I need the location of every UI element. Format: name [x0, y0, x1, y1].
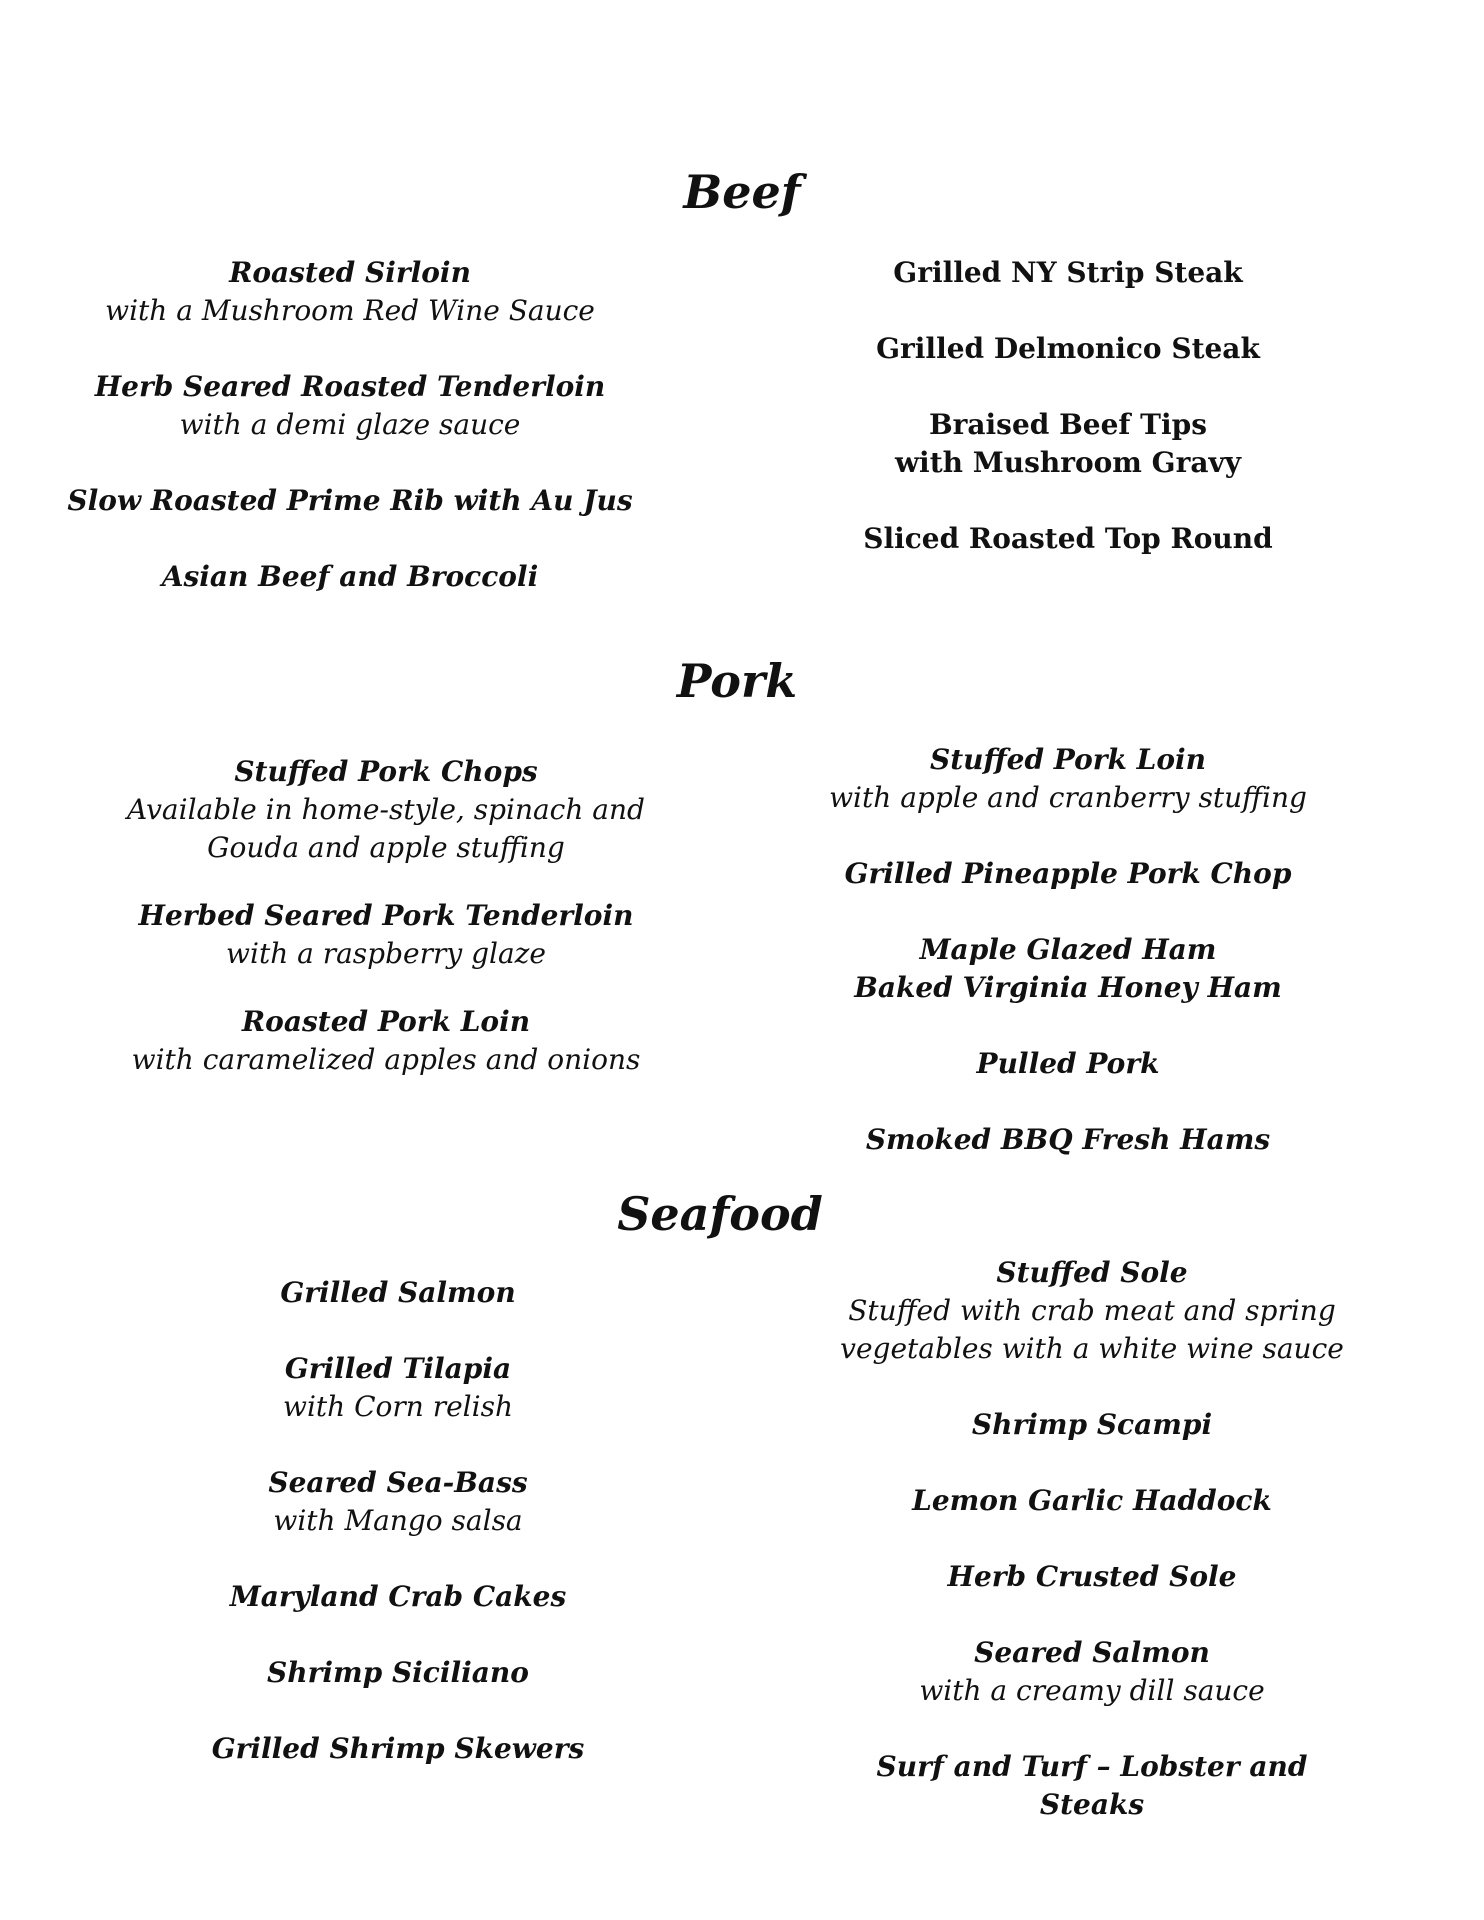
menu-item-name: Asian Beef and Broccoli: [161, 560, 539, 593]
menu-item-name: Sliced Roasted Top Round: [863, 522, 1273, 555]
pork-right-column: [748, 741, 1388, 1159]
menu-item-name: Grilled Delmonico Steak: [876, 332, 1260, 365]
menu-item-name: Shrimp Scampi: [971, 1408, 1213, 1441]
menu-item-name: Grilled Tilapia: [284, 1352, 512, 1385]
menu-item-description: with a creamy dill sauce: [919, 1674, 1265, 1707]
menu-item-description: with Mango salsa: [273, 1504, 523, 1537]
beef-right-column: [748, 254, 1388, 558]
menu-item-description: with Corn relish: [283, 1390, 513, 1423]
menu-item-name: with Mushroom Gravy: [894, 446, 1242, 479]
menu-item-description: Gouda and apple stuffing: [207, 831, 565, 864]
menu-item-name: Stuffed Sole: [996, 1256, 1188, 1289]
menu-item-description: with a demi glaze sauce: [179, 408, 521, 441]
menu-item-name: Pulled Pork: [976, 1047, 1160, 1080]
menu-item-description: with caramelized apples and onions: [131, 1043, 641, 1076]
menu-item-description: with a raspberry glaze: [226, 937, 546, 970]
menu-item-name: Shrimp Siciliano: [267, 1656, 529, 1689]
menu-item-name: Steaks: [1039, 1788, 1145, 1821]
menu-item-name: Maryland Crab Cakes: [229, 1580, 567, 1613]
beef-heading: Beef: [683, 165, 801, 219]
pork-heading: Pork: [676, 654, 798, 708]
menu-item-name: Lemon Garlic Haddock: [912, 1484, 1272, 1517]
menu-item-description: Available in home-style, spinach and: [127, 793, 645, 826]
menu-item-name: Seared Salmon: [974, 1636, 1210, 1669]
menu-item-name: Roasted Sirloin: [229, 256, 471, 289]
menu-item-description: with apple and cranberry stuffing: [829, 781, 1307, 814]
seafood-left-column: [78, 1274, 718, 1768]
menu-item-name: Seared Sea-Bass: [268, 1466, 528, 1499]
menu-item-name: Herb Seared Roasted Tenderloin: [94, 370, 606, 403]
pork-left-column: [66, 753, 706, 1079]
menu-item-name: Grilled Shrimp Skewers: [211, 1732, 585, 1765]
menu-item-name: Grilled NY Strip Steak: [893, 256, 1243, 289]
menu-item-description: vegetables with a white wine sauce: [840, 1332, 1344, 1365]
menu-item-name: Stuffed Pork Chops: [234, 755, 538, 788]
menu-item-name: Smoked BBQ Fresh Hams: [865, 1123, 1271, 1156]
menu-item-description: Stuffed with crab meat and spring: [848, 1294, 1336, 1327]
menu-item-name: Braised Beef Tips: [928, 408, 1207, 441]
menu-item-name: Maple Glazed Ham: [919, 933, 1217, 966]
menu-item-name: Surf and Turf – Lobster and: [876, 1750, 1308, 1783]
menu-item-name: Stuffed Pork Loin: [929, 743, 1207, 776]
menu-item-name: Baked Virginia Honey Ham: [854, 971, 1282, 1004]
menu-item-name: Grilled Pineapple Pork Chop: [844, 857, 1292, 890]
menu-item-name: Grilled Salmon: [280, 1276, 516, 1309]
seafood-right-column: [772, 1254, 1412, 1824]
menu-item-description: with a Mushroom Red Wine Sauce: [105, 294, 595, 327]
beef-left-column: [30, 254, 670, 596]
menu-item-name: Herbed Seared Pork Tenderloin: [138, 899, 634, 932]
seafood-heading: Seafood: [617, 1187, 823, 1241]
menu-item-name: Herb Crusted Sole: [947, 1560, 1237, 1593]
menu-item-name: Roasted Pork Loin: [241, 1005, 531, 1038]
menu-item-name: Slow Roasted Prime Rib with Au Jus: [67, 484, 633, 517]
